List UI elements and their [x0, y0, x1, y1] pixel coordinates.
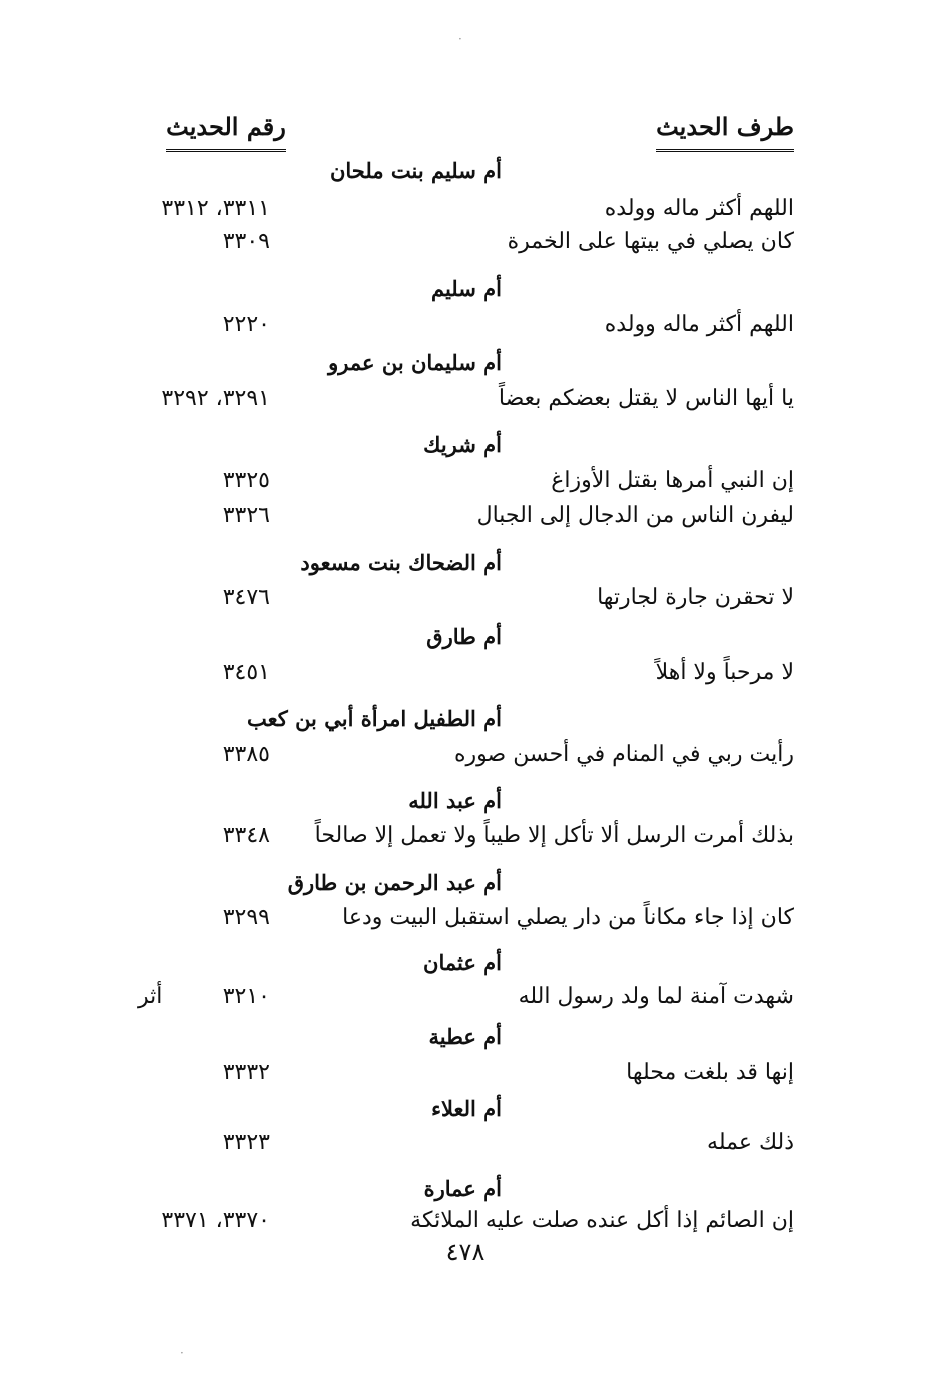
hadith-text: ذلك عمله [707, 1130, 794, 1155]
hadith-text: لا مرحباً ولا أهلاً [655, 660, 794, 685]
hadith-number: ٣٣٠٩ [222, 229, 270, 254]
hadith-number: ٣٤٧٦ [222, 585, 270, 610]
scan-speck: · [180, 1346, 184, 1360]
hadith-text: كان يصلي في بيتها على الخمرة [507, 229, 794, 254]
narrator-heading: أم سليم بنت ملحان [329, 158, 502, 183]
narrator-heading: أم الضحاك بنت مسعود [300, 550, 502, 575]
hadith-text: شهدت آمنة لما ولد رسول الله [518, 984, 794, 1009]
hadith-number: ٣٣٢٦ [222, 503, 270, 528]
hadith-number: ٣٢٩١، ٣٢٩٢ [161, 386, 270, 411]
hadith-number: ٢٢٢٠ [222, 312, 270, 337]
narrator-heading: أم طارق [426, 624, 502, 649]
hadith-number: ٣٣٨٥ [222, 742, 270, 767]
hadith-text: اللهم أكثر ماله وولده [604, 312, 794, 337]
narrator-heading: أم عطية [428, 1024, 502, 1049]
narrator-heading: أم عبد الله [408, 788, 502, 813]
hadith-column-header: طرف الحديث [656, 112, 794, 152]
narrator-heading: أم عبد الرحمن بن طارق [287, 870, 502, 895]
hadith-text: اللهم أكثر ماله وولده [604, 196, 794, 221]
narrator-heading: أم سليمان بن عمرو [328, 350, 502, 375]
hadith-number: ٣٣٢٥ [222, 468, 270, 493]
hadith-text: رأيت ربي في المنام في أحسن صوره [454, 742, 794, 767]
page-number: ٤٧٨ [445, 1238, 485, 1266]
narrator-heading: أم الطفيل امرأة أبي بن كعب [247, 706, 502, 731]
hadith-number: ٣٢٩٩ [222, 905, 270, 930]
narrator-heading: أم عثمان [423, 950, 502, 975]
hadith-text: إن النبي أمرها بقتل الأوزاغ [551, 468, 794, 493]
hadith-text: كان إذا جاء مكاناً من دار يصلي استقبل البيت ودعا [342, 905, 794, 930]
hadith-text: يا أيها الناس لا يقتل بعضكم بعضاً [498, 386, 794, 411]
hadith-text: إنها قد بلغت محلها [626, 1060, 794, 1085]
hadith-number: ٣٣١١، ٣٣١٢ [161, 196, 270, 221]
hadith-number: ٣٣٤٨ [222, 823, 270, 848]
hadith-number: ٣٣٧٠، ٣٣٧١ [161, 1208, 270, 1233]
hadith-number: ٣٢١٠ [222, 984, 270, 1009]
hadith-text: ليفرن الناس من الدجال إلى الجبال [476, 503, 794, 528]
number-column-header: رقم الحديث [166, 112, 286, 152]
narrator-heading: أم سليم [430, 276, 502, 301]
hadith-number: ٣٣٣٢ [222, 1060, 270, 1085]
narrator-heading: أم شريك [423, 432, 502, 457]
hadith-text: بذلك أمرت الرسل ألا تأكل إلا طيباً ولا تعمل إلا صالحاً [314, 823, 794, 848]
scan-speck: · [458, 32, 462, 46]
hadith-text: إن الصائم إذا أكل عنده صلت عليه الملائكة [410, 1208, 794, 1233]
narrator-heading: أم عمارة [423, 1176, 502, 1201]
hadith-text: لا تحقرن جارة لجارتها [597, 585, 794, 610]
narrator-heading: أم العلاء [431, 1096, 502, 1121]
athar-note: أثر [138, 984, 163, 1009]
hadith-number: ٣٣٢٣ [222, 1130, 270, 1155]
hadith-number: ٣٤٥١ [222, 660, 270, 685]
